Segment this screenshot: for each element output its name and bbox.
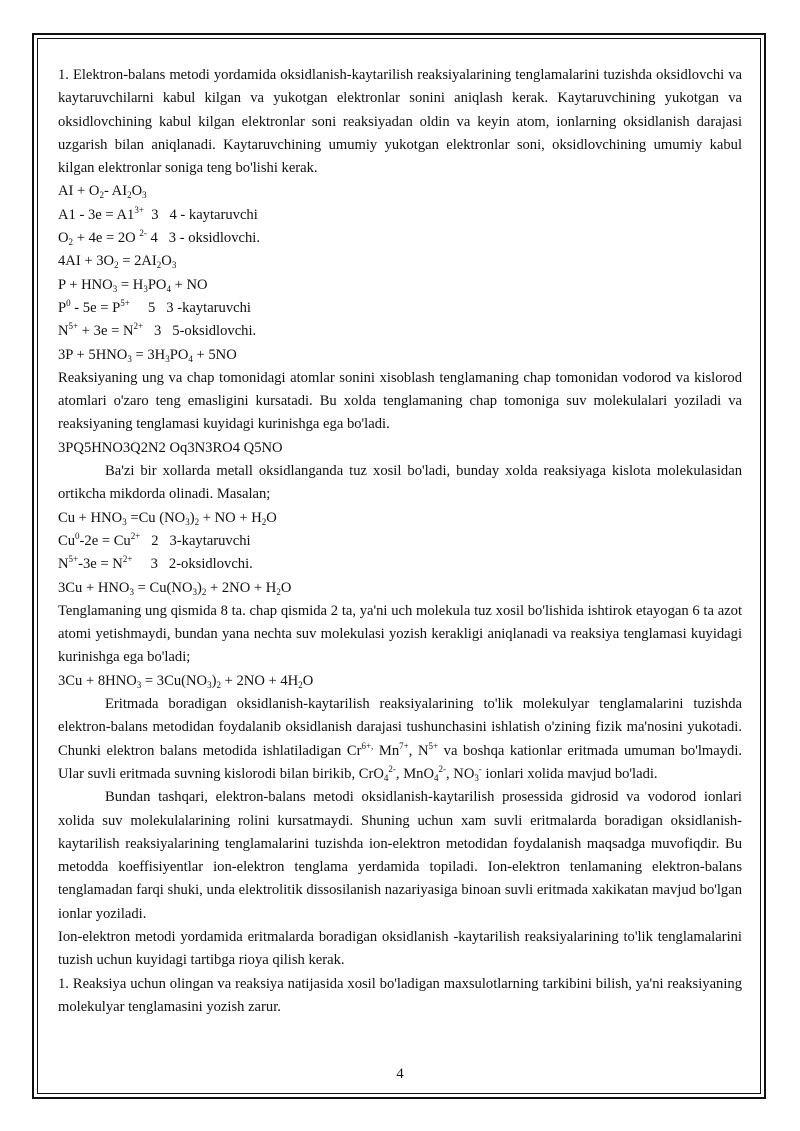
equation-line: $N^{5+}-3e = N^{2+}$ 3 2-oksidlovchi. (58, 554, 253, 573)
equation-line: AI + $O_2-$ $AI_2O_3$ (58, 183, 147, 201)
equation-line: $3P + 5HNO_3 = 3H_3PO_4 + 5NO$ (58, 346, 237, 364)
document-body (58, 64, 742, 1019)
equation-line: $N^{5+} + 3e = N^{2+}$ 3 5-oksidlovchi. (58, 321, 257, 340)
equation-line: 3PQ5HNO3Q2N2 Oq3N3RO4 Q5NO (58, 439, 283, 456)
paragraph: Tenglamaning ung qismida 8 ta. chap qismida 2 ta, ya'ni uch molekula tuz xosil bo'lishida ishtirok etayogan 6 ta azot atomi yetishmaydi, bundan yana nechta suv molekulasi yozish kerakligi aniqlanadi va reaksiya tenglamasi kuyidagi kurinishga ega bo'ladi; (58, 602, 742, 666)
equation-line: $3Cu + 8HNO_3 = 3Cu(NO_3)_2 + 2NO + 4H_2O$ (58, 672, 314, 690)
equation-line: $A1 - 3e = A1^{3+}$ 3 4 - kaytaruvchi (58, 204, 258, 223)
equation-line: $Cu^0-2e = Cu^{2+}$ 2 3-kaytaruvchi (58, 530, 251, 549)
equation-line: $Cu + HNO_3 =Cu$ $(NO_3)_2$ + NO + $H_2O$ (58, 509, 277, 527)
equation-line: $O_2 + 4e = 2O$ $^{2-}$ 4 3 - oksidlovchi. (58, 228, 260, 248)
paragraph: Ba'zi bir xollarda metall oksidlanganda tuz xosil bo'ladi, bunday xolda reaksiyaga kislota molekulasidan ortikcha mikdorda olinadi. Masalan; (58, 463, 742, 503)
equation-line: $4AI + 3O_2 = 2AI_2O_3$ (58, 253, 177, 271)
equation-line: $3Cu + HNO_3 = Cu(NO_3)_2 + 2NO + H_2O$ (58, 579, 292, 597)
equation-line: $P^0 - 5e = P^{5+}$ 5 3 -kaytaruvchi (58, 297, 251, 316)
paragraph: 1. Reaksiya uchun olingan va reaksiya natijasida xosil bo'ladigan maxsulotlarning tarkibini bilish, ya'ni reaksiyaning molekulyar tenglamasini yozish zarur. (58, 975, 742, 1015)
paragraph: Bundan tashqari, elektron-balans metodi oksidlanish-kaytarilish prosessida gidrosid va vodorod ionlari xolida suv molekulalarining rolini kursatmaydi. Shuning uchun xam suvli eritmalarda boradigan oksidlanish-kaytarilish reaksiyalarining tenglamalarini tuzishda ion-elektron metodidan foydalanish maqsadga muvofiqdir. Bu metodda koeffisiyentlar ion-elektron tenglama yerdamida topiladi. Ion-elektron tenlamaning elektron-balans tenglamadan farqi shuki, unda elektrolitik dissosilanish nazariyasiga binoan suvli eritmada xakikatan mavjud bo'lgan ionlar yoziladi. (58, 789, 742, 922)
paragraph: 1. Elektron-balans metodi yordamida oksidlanish-kaytarilish reaksiyalarining tenglamalarini tuzishda oksidlovchi va kaytaruvchilarni kabul kilgan va yukotgan elektronlar sonini aniqlash kerak. Kaytaruvchining yukotgan va oksidlovchining kabul kilgan elektronlar soni reaksiyadan oldin va keyin atom, ionlarning oksidlanish darajasi uzgarish bilan aniqlanadi. Kaytaruvchining umumiy yukotgan elektronlar soni, oksidlovchining umumiy kabul kilgan elektronlar soniga teng bo'lishi kerak. (58, 67, 742, 177)
page-number: 4 (396, 1066, 404, 1082)
paragraph: Reaksiyaning ung va chap tomonidagi atomlar sonini xisoblash tenglamaning chap tomonidan vodorod va kislorod atomlari o'zaro teng emasligini kursatadi. Bu xolda tenglamaning chap tomoniga suv molekulalari yoziladi va reaksiyaning tenglamasi kuyidagi kurinishga ega bo'ladi. (58, 369, 742, 433)
paragraph: Ion-elektron metodi yordamida eritmalarda boradigan oksidlanish -kaytarilish reaksiyalarining to'lik tenglamalarini tuzish uchun kuyidagi tartibga rioya qilish kerak. (58, 928, 742, 969)
paragraph: Eritmada boradigan oksidlanish-kaytarilish reaksiyalarining to'lik molekulyar tenglamalarini tuzishda elektron-balans metodidan foydalanib oksidlanish darajasi tushunchasini ishlatish o'zining fizik ma'nosini yukotadi. Chunki elektron balans metodida ishlatiladigan $Cr^{6+,}$ $Mn^{7+}$, $N^{5+}$ va boshqa kationlar eritmada umuman bo'lmaydi. Ular suvli eritmada suvning kislorodi bilan birikib, CrO$_4^{2-}$, MnO$_4^{2-}$, $NO_3^-$ ionlari xolida mavjud bo'ladi. (58, 696, 743, 783)
equation-line: $P + HNO_3 = H_3PO_4$ + NO (58, 276, 208, 294)
